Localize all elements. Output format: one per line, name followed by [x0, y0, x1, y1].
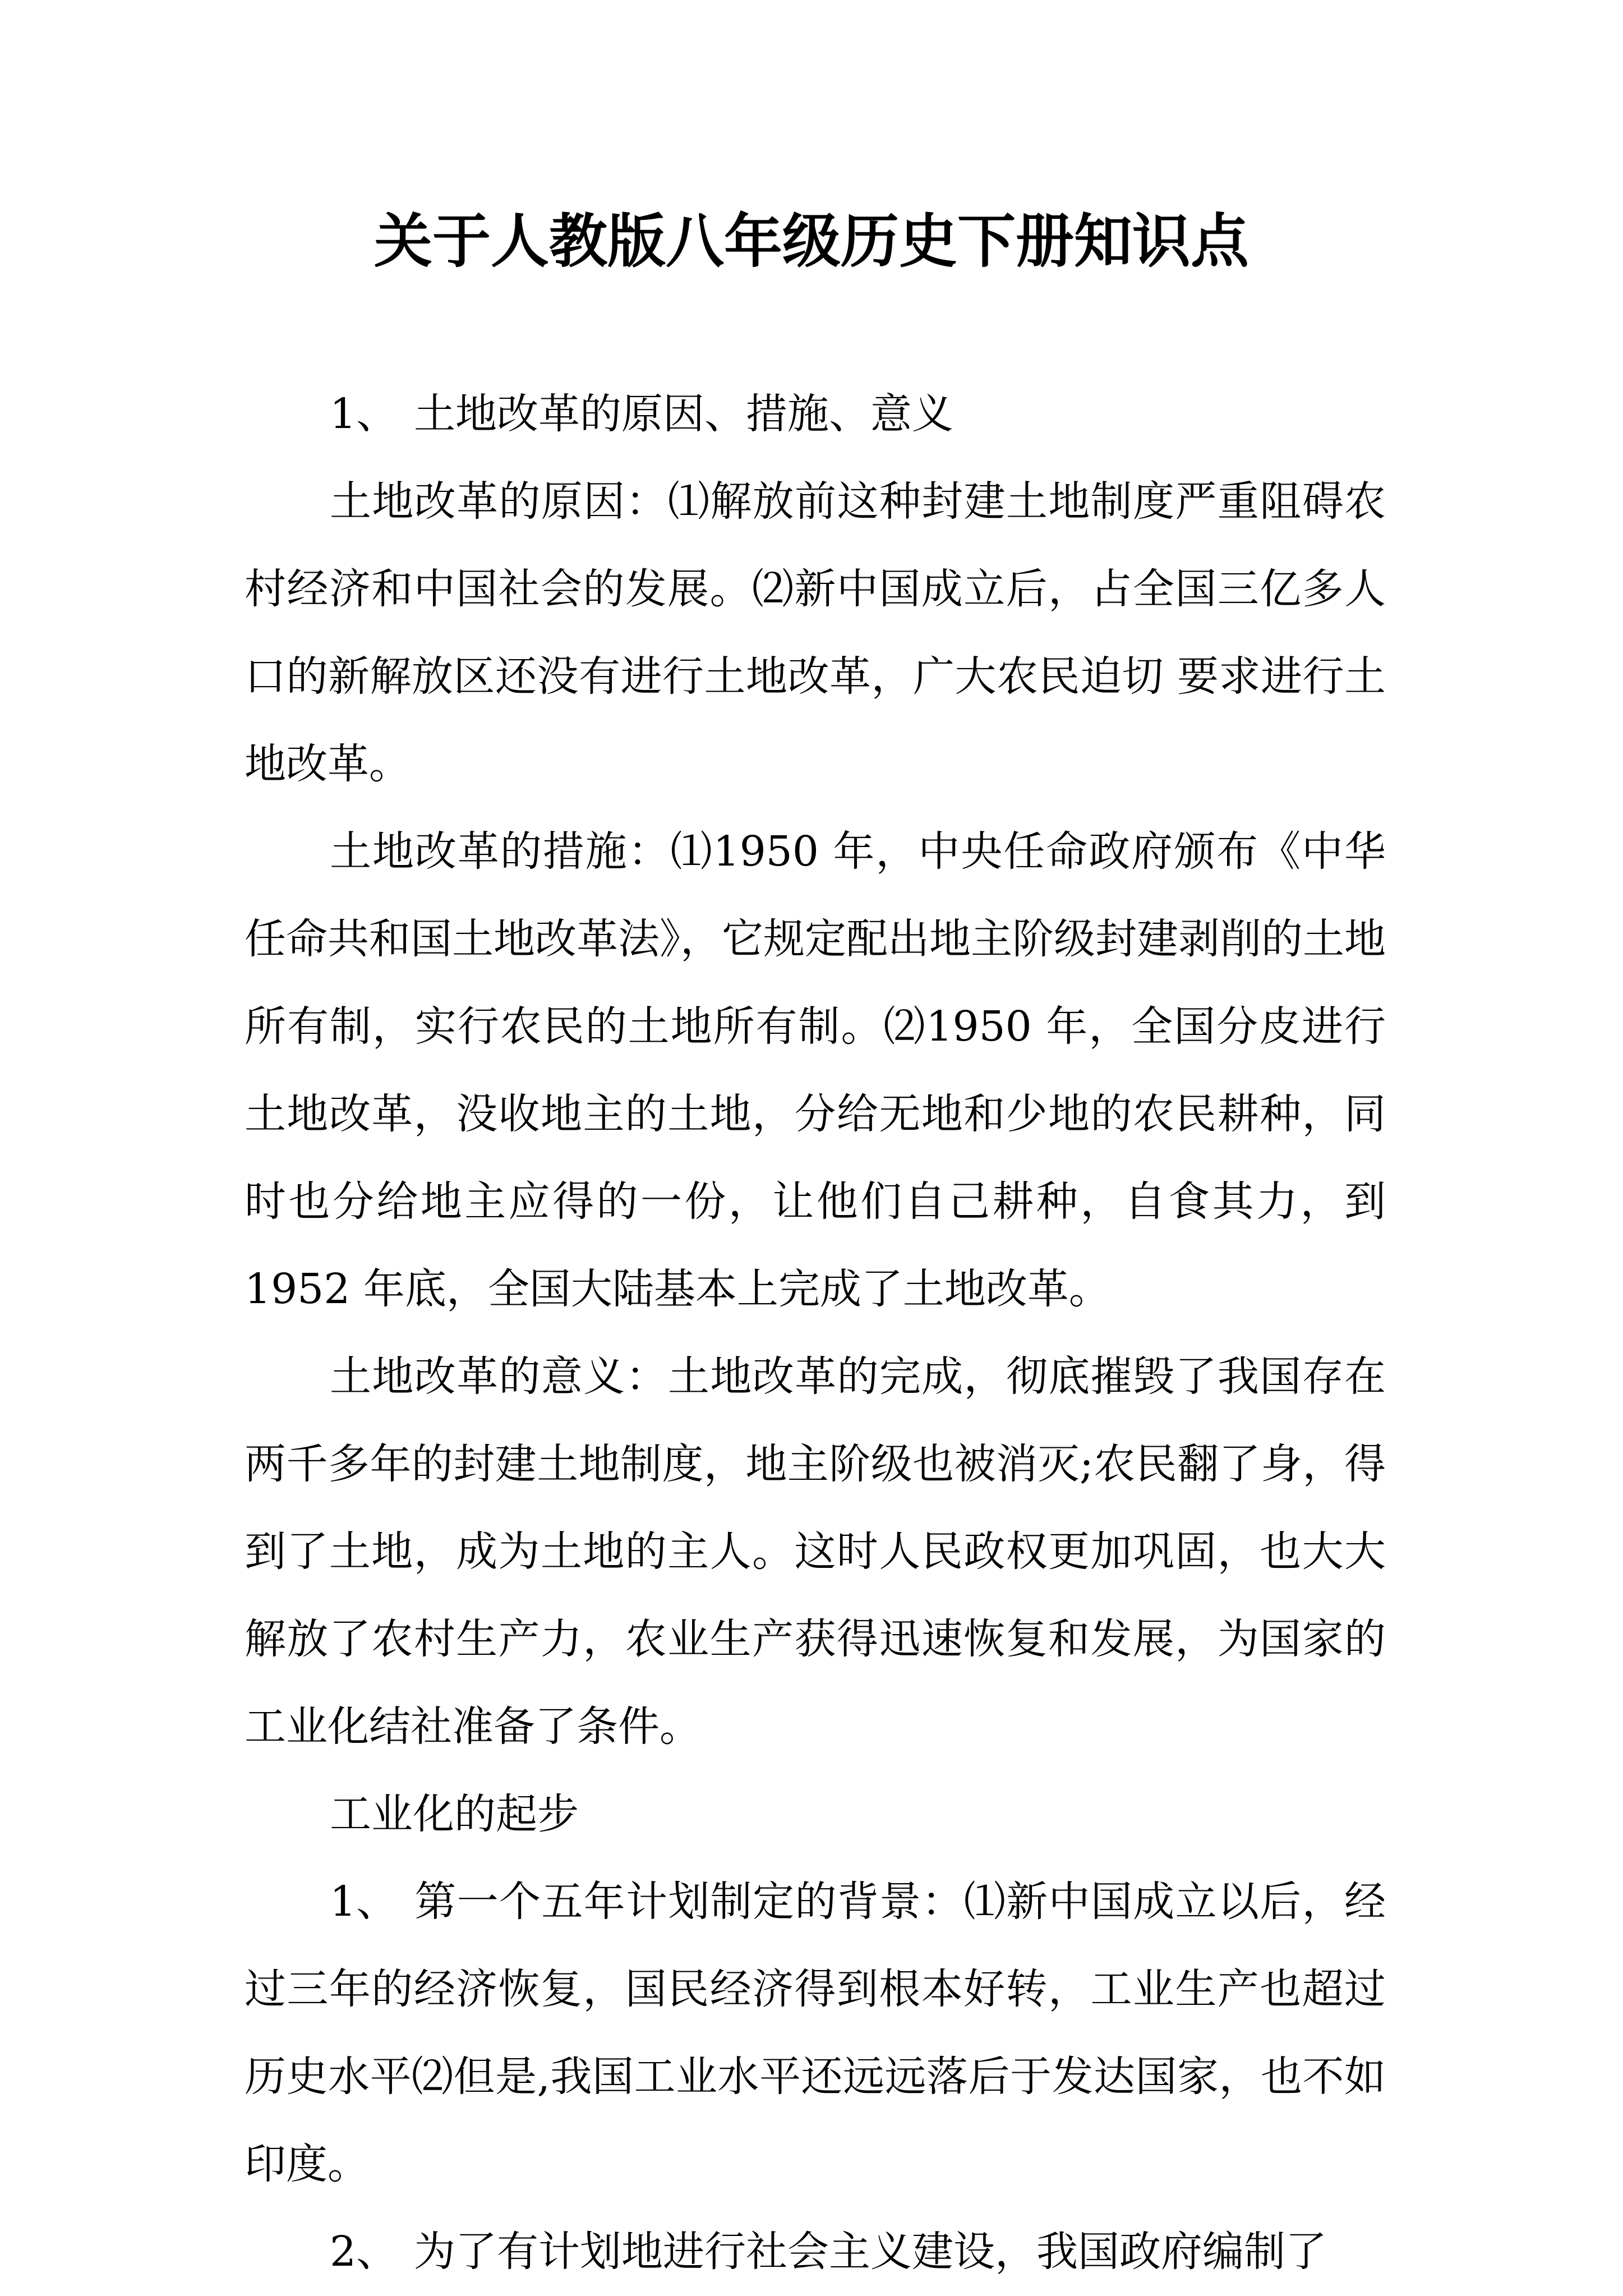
list-item-text: 第一个五年计划制定的背景：⑴新中国成立以后，经过三年的经济恢复，国民经济得到根本好转，工业生产也超过历史水平⑵但是,我国工业水平还远远落后于发达国家，也不如印度。	[245, 1878, 1386, 2188]
section-heading-land-reform	[245, 370, 1386, 458]
list-item-planned-construction	[245, 2208, 1386, 2295]
section-number: 1、	[330, 390, 398, 438]
list-item-number: 2、	[330, 2228, 398, 2276]
document-body	[245, 370, 1386, 2295]
document-title: 关于人教版八年级历史下册知识点	[374, 207, 1249, 275]
list-item-number: 1、	[330, 1878, 398, 1926]
paragraph-land-reform-significance: 土地改革的意义：土地改革的完成，彻底摧毁了我国存在两千多年的封建土地制度，地主阶级也被消灭;农民翻了身，得到了土地，成为土地的主人。这时人民政权更加巩固，也大大解放了农村生产力，农业生产获得迅速恢复和发展，为国家的工业化结社准备了条件。	[245, 1352, 1386, 1751]
section-heading-text: 土地改革的原因、措施、意义	[414, 390, 953, 438]
section-heading-industrialization: 工业化的起步	[330, 1790, 579, 1838]
list-item-first-five-year-plan	[245, 1858, 1386, 2208]
list-item-text: 为了有计划地进行社会主义建设，我国政府编制了	[414, 2228, 1327, 2276]
paragraph-land-reform-measures: 土地改革的措施：⑴1950 年，中央任命政府颁布《中华任命共和国土地改革法》，它规定配出地主阶级封建剥削的土地所有制，实行农民的土地所有制。⑵1950 年，全国分皮进行土地改革，没收地主的土地，分给无地和少地的农民耕种，同时也分给地主应得的一份，让他们自己耕种，自食其力，到 1952 年底，全国大陆基本上完成了土地改革。	[245, 827, 1386, 1313]
paragraph-land-reform-reasons: 土地改革的原因：⑴解放前这种封建土地制度严重阻碍农村经济和中国社会的发展。⑵新中国成立后，占全国三亿多人口的新解放区还没有进行土地改革，广大农民迫切 要求进行土地改革。	[245, 477, 1386, 788]
